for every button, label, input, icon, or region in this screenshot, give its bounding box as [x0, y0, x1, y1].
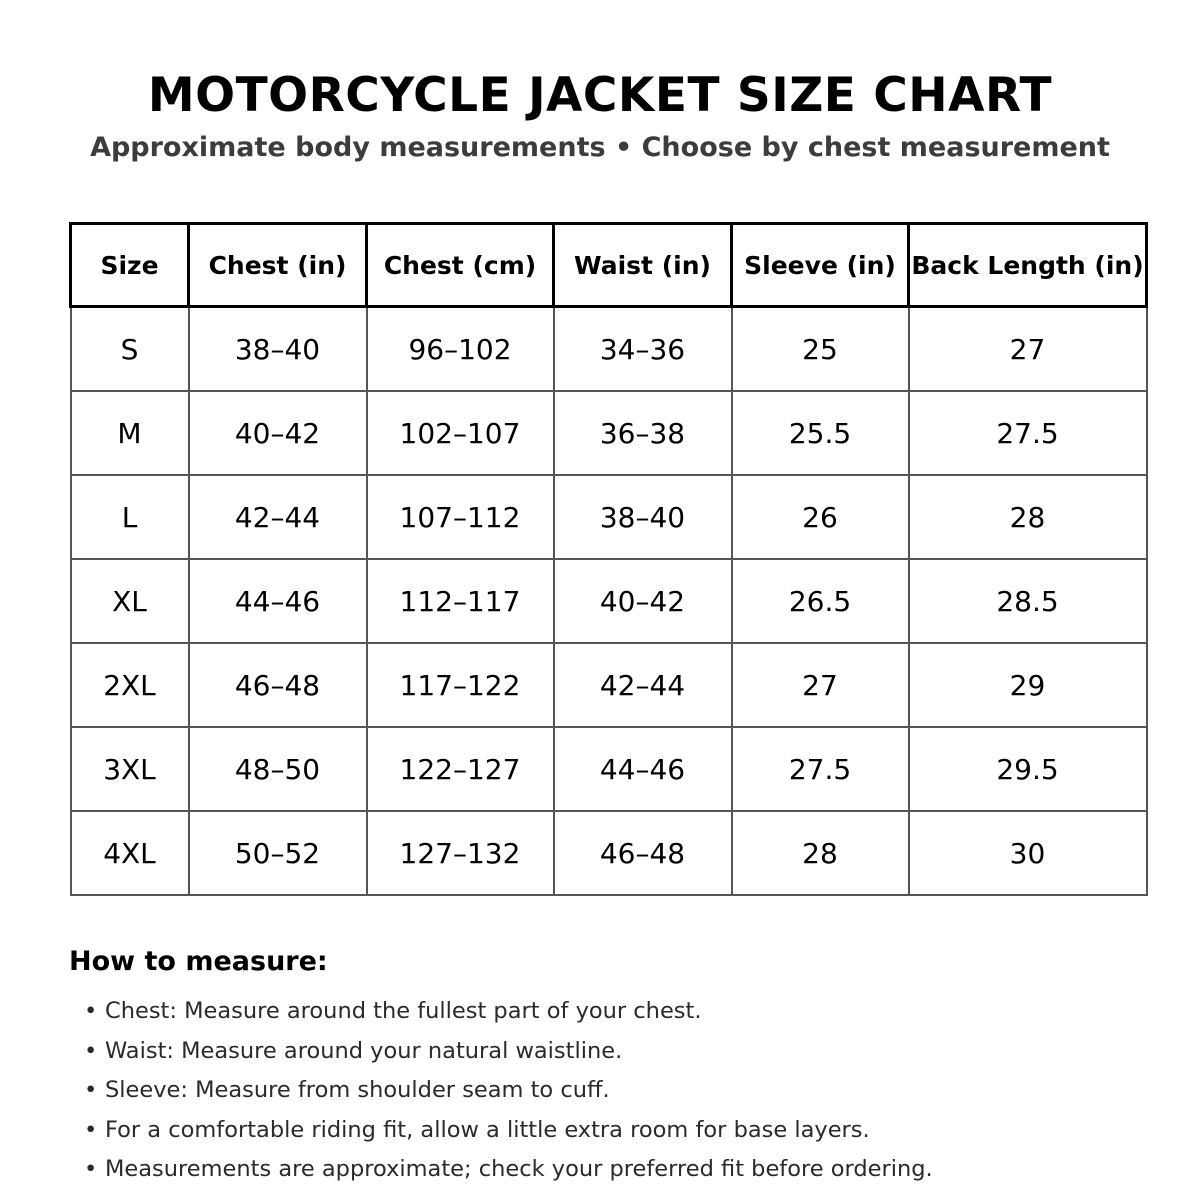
cell-chest-cm: 107–112 — [367, 475, 554, 559]
tip-text: Chest: Measure around the fullest part of your chest. — [105, 998, 702, 1024]
cell-waist-in: 42–44 — [554, 643, 732, 727]
cell-chest-cm: 127–132 — [367, 811, 554, 895]
column-header-chest-in: Chest (in) — [189, 224, 367, 307]
tip-text: Waist: Measure around your natural waistline. — [105, 1037, 623, 1064]
cell-back-length-in: 28.5 — [909, 559, 1147, 643]
cell-back-length-in: 29.5 — [909, 727, 1147, 811]
list-item — [84, 1152, 933, 1192]
cell-sleeve-in: 25 — [732, 307, 909, 392]
bullet-icon: • — [84, 1037, 98, 1064]
cell-chest-in: 40–42 — [189, 391, 367, 475]
how-to-measure-heading: How to measure: — [69, 946, 328, 977]
cell-size: XL — [71, 559, 189, 643]
table-row — [71, 643, 1147, 727]
cell-chest-cm: 96–102 — [367, 307, 554, 392]
table-header-row — [71, 224, 1147, 307]
cell-back-length-in: 28 — [909, 475, 1147, 559]
cell-waist-in: 36–38 — [554, 391, 732, 475]
cell-size: 4XL — [71, 811, 189, 895]
tip-text: Sleeve: Measure from shoulder seam to cuff. — [105, 1077, 610, 1103]
table-row — [71, 475, 1147, 559]
cell-chest-in: 38–40 — [189, 307, 367, 392]
cell-chest-cm: 102–107 — [367, 391, 554, 475]
table-row — [71, 811, 1147, 895]
how-to-measure-list — [84, 994, 933, 1192]
column-header-waist-in: Waist (in) — [554, 224, 732, 307]
cell-size: M — [71, 391, 189, 475]
cell-chest-cm: 117–122 — [367, 643, 554, 727]
cell-waist-in: 34–36 — [554, 307, 732, 392]
cell-chest-cm: 112–117 — [367, 559, 554, 643]
cell-back-length-in: 30 — [909, 811, 1147, 895]
cell-sleeve-in: 26 — [732, 475, 909, 559]
bullet-icon: • — [84, 1156, 98, 1182]
cell-chest-in: 42–44 — [189, 475, 367, 559]
cell-back-length-in: 29 — [909, 643, 1147, 727]
cell-size: 2XL — [71, 643, 189, 727]
cell-back-length-in: 27 — [909, 307, 1147, 392]
cell-waist-in: 46–48 — [554, 811, 732, 895]
column-header-back-length-in: Back Length (in) — [909, 224, 1147, 307]
cell-sleeve-in: 27 — [732, 643, 909, 727]
column-header-size: Size — [71, 224, 189, 307]
cell-sleeve-in: 25.5 — [732, 391, 909, 475]
cell-waist-in: 44–46 — [554, 727, 732, 811]
cell-chest-in: 44–46 — [189, 559, 367, 643]
cell-size: S — [71, 307, 189, 392]
tip-text: For a comfortable riding fit, allow a little extra room for base layers. — [105, 1116, 870, 1143]
table-row — [71, 559, 1147, 643]
list-item — [84, 1034, 933, 1074]
page-title: MOTORCYCLE JACKET SIZE CHART — [147, 68, 1053, 123]
cell-chest-cm: 122–127 — [367, 727, 554, 811]
cell-chest-in: 46–48 — [189, 643, 367, 727]
cell-waist-in: 38–40 — [554, 475, 732, 559]
list-item — [84, 1113, 933, 1153]
column-header-sleeve-in: Sleeve (in) — [732, 224, 909, 307]
list-item — [84, 1073, 933, 1113]
bullet-icon: • — [84, 1077, 98, 1103]
list-item — [84, 994, 933, 1034]
table-row — [71, 727, 1147, 811]
bullet-icon: • — [84, 998, 98, 1024]
table-row — [71, 391, 1147, 475]
cell-sleeve-in: 28 — [732, 811, 909, 895]
cell-chest-in: 48–50 — [189, 727, 367, 811]
cell-chest-in: 50–52 — [189, 811, 367, 895]
cell-sleeve-in: 27.5 — [732, 727, 909, 811]
cell-back-length-in: 27.5 — [909, 391, 1147, 475]
page-subtitle: Approximate body measurements • Choose by chest measurement — [90, 132, 1110, 163]
tip-text: Measurements are approximate; check your preferred fit before ordering. — [105, 1156, 933, 1182]
cell-sleeve-in: 26.5 — [732, 559, 909, 643]
cell-waist-in: 40–42 — [554, 559, 732, 643]
cell-size: L — [71, 475, 189, 559]
column-header-chest-cm: Chest (cm) — [367, 224, 554, 307]
bullet-icon: • — [84, 1116, 98, 1143]
size-chart-table — [69, 222, 1148, 896]
table-row — [71, 307, 1147, 392]
cell-size: 3XL — [71, 727, 189, 811]
